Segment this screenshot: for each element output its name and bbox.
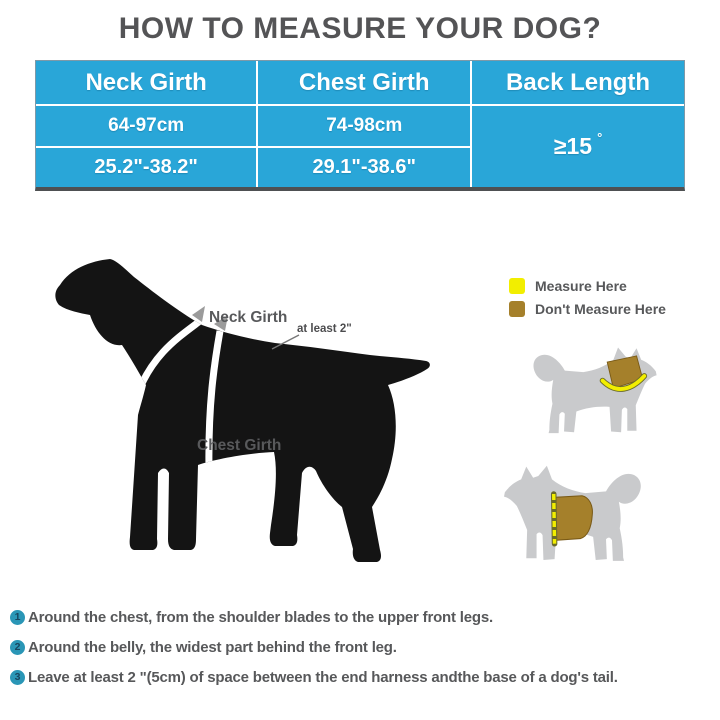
measure-here-label: Measure Here	[535, 278, 627, 294]
note-text: Around the belly, the widest part behind the front leg.	[28, 638, 397, 656]
legend-measure-here	[509, 278, 627, 294]
measure-here-swatch	[509, 278, 525, 294]
back-length-angle: ≥15	[553, 133, 593, 159]
note-number-badge: 2	[10, 640, 25, 655]
measure-here-belly-line-outline	[554, 494, 555, 544]
size-table	[35, 60, 685, 191]
strap-arrow-icon	[192, 306, 205, 322]
back-length-value	[472, 106, 684, 187]
note-row	[10, 638, 397, 656]
table-header-chest-girth: Chest Girth	[258, 61, 470, 104]
note-row	[10, 608, 493, 626]
note-row	[10, 668, 618, 686]
note-number-badge: 1	[10, 610, 25, 625]
dog-silhouette	[55, 259, 430, 562]
clearance-label: at least 2"	[297, 323, 352, 335]
neck-girth-label: Neck Girth	[209, 309, 288, 326]
neck-girth-inch: 25.2"-38.2"	[36, 148, 256, 188]
dont-measure-belly-zone	[553, 496, 593, 541]
table-header-back-length: Back Length	[472, 61, 684, 104]
note-number-badge: 3	[10, 670, 25, 685]
chest-girth-label: Chest Girth	[197, 437, 282, 454]
degree-symbol: °	[597, 130, 603, 145]
note-text: Leave at least 2 "(5cm) of space between the end harness andthe base of a dog's tail.	[28, 668, 618, 686]
small-dog-neck-zone	[527, 345, 662, 444]
note-text: Around the chest, from the shoulder blades to the upper front legs.	[28, 608, 493, 626]
table-header-neck-girth: Neck Girth	[36, 61, 256, 104]
chest-girth-cm: 74-98cm	[258, 106, 470, 146]
neck-girth-cm: 64-97cm	[36, 106, 256, 146]
legend-dont-measure-here	[509, 301, 666, 317]
small-dog-belly-zone	[498, 463, 648, 573]
page-title: HOW TO MEASURE YOUR DOG?	[118, 12, 602, 45]
big-dog-measure-diagram	[50, 255, 435, 575]
chest-girth-inch: 29.1"-38.6"	[258, 148, 470, 188]
dont-measure-here-label: Don't Measure Here	[535, 301, 666, 317]
dont-measure-here-swatch	[509, 301, 525, 317]
